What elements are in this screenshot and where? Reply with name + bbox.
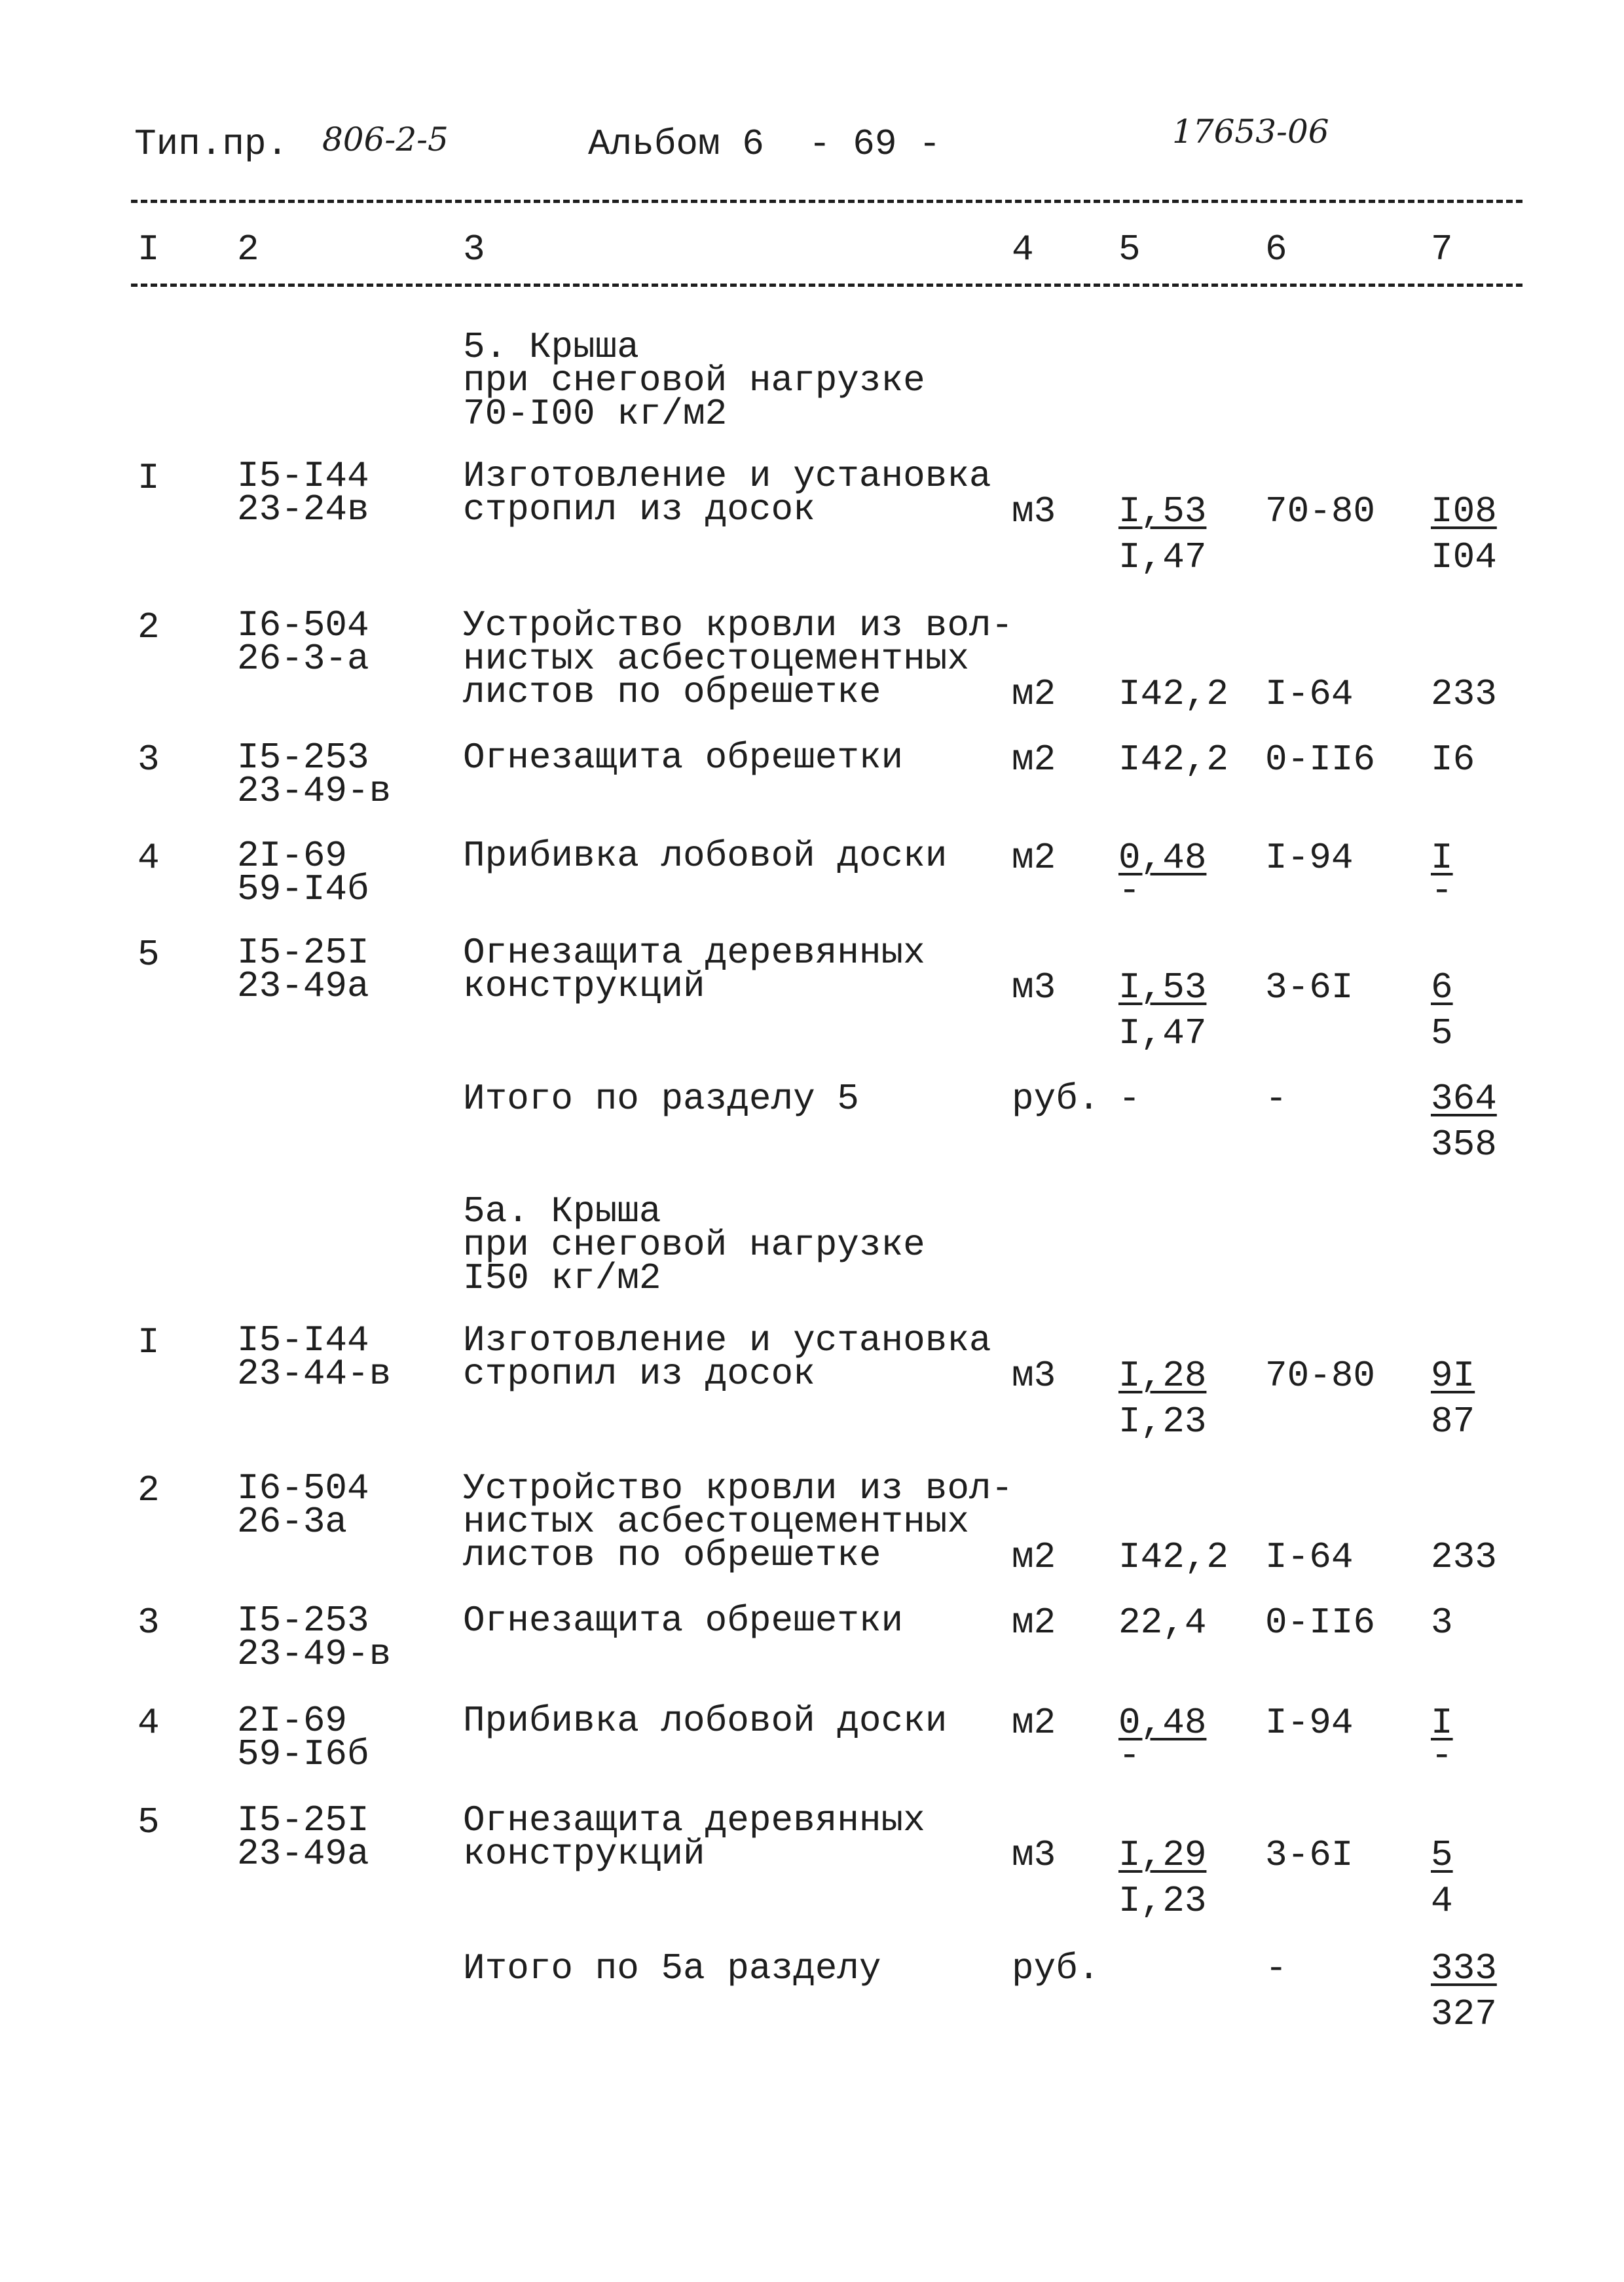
row-rate: 0-II6: [1265, 739, 1376, 781]
row-unit: м2: [1012, 1702, 1056, 1744]
row-number: 4: [138, 837, 160, 879]
quantity-bottom: I,23: [1118, 1880, 1207, 1922]
column-header-1: I: [138, 229, 160, 270]
row-code: I5-25I 23-49а: [237, 932, 369, 1007]
row-cost: I6: [1431, 739, 1475, 781]
total-label: Итого по 5а разделу: [463, 1947, 881, 1989]
row-cost: 3: [1431, 1602, 1453, 1644]
row-quantity: 22,4: [1118, 1602, 1207, 1644]
quantity-bottom: I,47: [1118, 536, 1207, 578]
row-cost: 233: [1431, 1536, 1497, 1578]
row-code: I5-25I 23-49а: [237, 1799, 369, 1875]
quantity-top: I,28: [1118, 1355, 1207, 1397]
row-description: Устройство кровли из вол- нистых асбестоцементных листов по обрешетке: [463, 604, 1014, 713]
row-quantity: [1118, 966, 1207, 1054]
row-rate: I-64: [1265, 1536, 1354, 1578]
cost-top: 6: [1431, 966, 1453, 1008]
row-quantity: [1118, 1704, 1206, 1774]
row-quantity: I42,2: [1118, 739, 1229, 781]
column-header-2: 2: [237, 229, 259, 270]
row-rate: 3-6I: [1265, 1834, 1354, 1876]
row-unit: м3: [1012, 966, 1056, 1008]
header-document-number: 17653-06: [1172, 113, 1329, 151]
quantity-top: I,53: [1118, 966, 1207, 1008]
row-rate: I-94: [1265, 1702, 1354, 1744]
header-project-number: 806-2-5: [322, 120, 449, 158]
cost-bottom: 358: [1431, 1124, 1497, 1166]
row-description: Огнезащита обрешетки: [463, 1600, 904, 1642]
row-unit: м3: [1012, 1834, 1056, 1876]
cost-top: 333: [1431, 1947, 1497, 1989]
cost-bottom: 327: [1431, 1993, 1497, 2035]
row-code: 2I-69 59-I4б: [237, 835, 369, 910]
quantity-top: 0,48: [1118, 837, 1207, 879]
row-unit: м3: [1012, 490, 1056, 532]
cost-bottom: -: [1431, 870, 1453, 911]
quantity-top: 0,48: [1118, 1702, 1207, 1744]
cost-bottom: 87: [1431, 1401, 1475, 1443]
quantity-top: I,53: [1118, 490, 1207, 532]
row-description: Огнезащита обрешетки: [463, 737, 904, 779]
row-number: I: [138, 1321, 160, 1363]
row-number: 3: [138, 739, 160, 781]
row-number: 2: [138, 606, 160, 648]
cost-top: 5: [1431, 1834, 1453, 1876]
column-header-7: 7: [1431, 229, 1453, 270]
cost-top: I: [1431, 1702, 1453, 1744]
row-number: 2: [138, 1469, 160, 1511]
row-rate: I-94: [1265, 837, 1354, 879]
row-cost: [1431, 966, 1453, 1054]
cost-bottom: -: [1431, 1735, 1453, 1776]
column-header-6: 6: [1265, 229, 1287, 270]
row-description: Изготовление и установка стропил из досок: [463, 1319, 991, 1395]
row-quantity: I42,2: [1118, 673, 1229, 715]
cost-top: I08: [1431, 490, 1497, 532]
total-cost: [1431, 1947, 1497, 2035]
row-unit: м2: [1012, 837, 1056, 879]
row-code: I6-504 26-3-а: [237, 604, 369, 680]
row-number: 5: [138, 1801, 160, 1843]
cost-bottom: I04: [1431, 536, 1497, 578]
row-description: Огнезащита деревянных конструкций: [463, 932, 925, 1007]
total-rate: -: [1265, 1078, 1287, 1120]
row-cost: [1431, 1704, 1453, 1774]
quantity-bottom: I,23: [1118, 1401, 1207, 1443]
row-number: 3: [138, 1602, 160, 1644]
row-description: Устройство кровли из вол- нистых асбестоцементных листов по обрешетке: [463, 1467, 1014, 1576]
header-album: Альбом 6: [588, 123, 764, 165]
header-page-number: - 69 -: [809, 123, 941, 165]
row-quantity: I42,2: [1118, 1536, 1229, 1578]
row-code: I5-I44 23-24в: [237, 455, 369, 530]
row-rate: 70-80: [1265, 1355, 1376, 1397]
row-rate: 0-II6: [1265, 1602, 1376, 1644]
header-rule-top: [131, 200, 1522, 203]
row-cost: 233: [1431, 673, 1497, 715]
row-description: Огнезащита деревянных конструкций: [463, 1799, 925, 1875]
row-unit: м2: [1012, 1602, 1056, 1644]
row-description: Прибивка лобовой доски: [463, 1700, 948, 1742]
row-number: 4: [138, 1702, 160, 1744]
row-cost: [1431, 1834, 1453, 1922]
row-quantity: [1118, 490, 1207, 578]
row-code: I5-253 23-49-в: [237, 737, 392, 812]
row-rate: I-64: [1265, 673, 1354, 715]
section-5-title: 5. Крыша при снеговой нагрузке 70-I00 кг/м2: [463, 326, 925, 435]
row-number: I: [138, 457, 160, 499]
column-header-4: 4: [1012, 229, 1034, 270]
row-quantity: [1118, 839, 1206, 909]
row-number: 5: [138, 934, 160, 976]
total-unit: руб.: [1012, 1078, 1100, 1120]
row-description: Прибивка лобовой доски: [463, 835, 948, 877]
total-cost: [1431, 1078, 1497, 1166]
quantity-bottom: -: [1118, 870, 1141, 911]
row-code: I6-504 26-3а: [237, 1467, 369, 1543]
row-code: I5-253 23-49-в: [237, 1600, 392, 1675]
row-unit: м2: [1012, 739, 1056, 781]
row-quantity: [1118, 1355, 1207, 1443]
column-header-3: 3: [463, 229, 485, 270]
row-code: I5-I44 23-44-в: [237, 1319, 392, 1395]
row-cost: [1431, 839, 1453, 909]
row-unit: м2: [1012, 673, 1056, 715]
row-rate: 3-6I: [1265, 966, 1354, 1008]
cost-top: I: [1431, 837, 1453, 879]
row-rate: 70-80: [1265, 490, 1376, 532]
cost-bottom: 5: [1431, 1012, 1453, 1054]
section-5a-title: 5а. Крыша при снеговой нагрузке I50 кг/м2: [463, 1190, 925, 1299]
row-description: Изготовление и установка стропил из досок: [463, 455, 991, 530]
total-quantity: -: [1118, 1078, 1141, 1120]
row-cost: [1431, 1355, 1475, 1443]
row-quantity: [1118, 1834, 1207, 1922]
row-unit: м3: [1012, 1355, 1056, 1397]
cost-bottom: 4: [1431, 1880, 1453, 1922]
row-cost: [1431, 490, 1497, 578]
total-label: Итого по разделу 5: [463, 1078, 859, 1120]
header-rule-bottom: [131, 284, 1522, 287]
total-rate: -: [1265, 1947, 1287, 1989]
cost-top: 364: [1431, 1078, 1497, 1120]
header-type-label: Тип.пр.: [134, 123, 289, 165]
total-unit: руб.: [1012, 1947, 1100, 1989]
row-code: 2I-69 59-I6б: [237, 1700, 369, 1775]
quantity-bottom: I,47: [1118, 1012, 1207, 1054]
row-unit: м2: [1012, 1536, 1056, 1578]
quantity-bottom: -: [1118, 1735, 1141, 1776]
quantity-top: I,29: [1118, 1834, 1207, 1876]
column-header-5: 5: [1118, 229, 1141, 270]
cost-top: 9I: [1431, 1355, 1475, 1397]
